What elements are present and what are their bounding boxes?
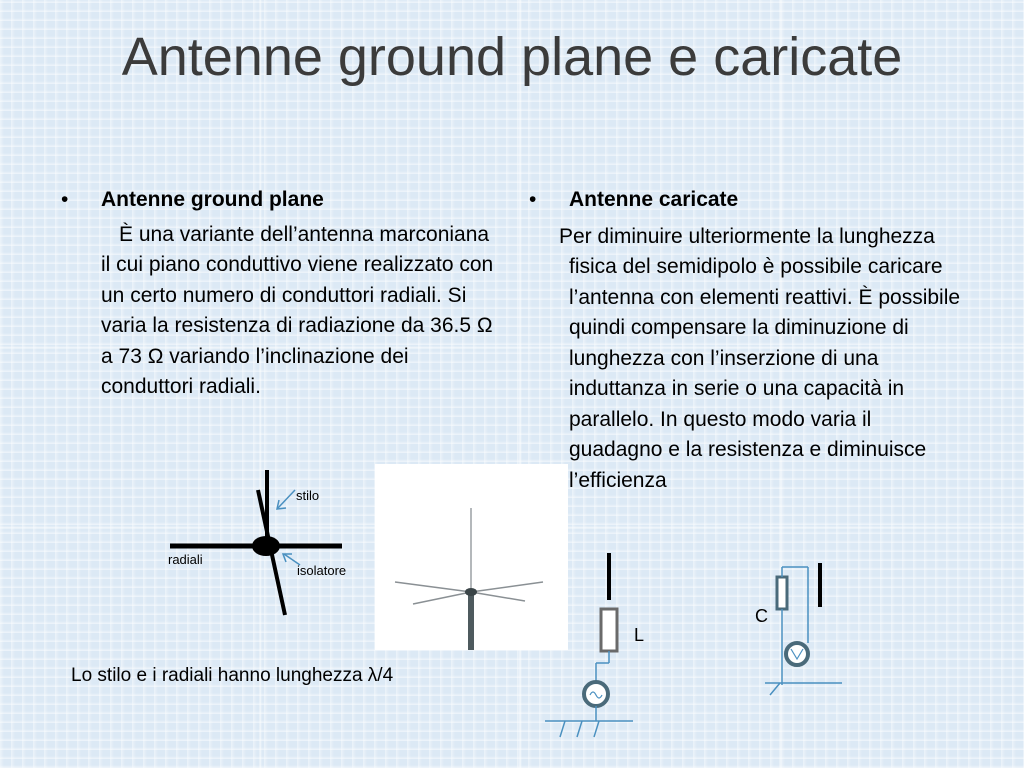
bullet-icon: • xyxy=(61,188,69,211)
label-L: L xyxy=(634,625,645,645)
bullet-icon: • xyxy=(529,188,537,211)
left-heading-text: Antenne ground plane xyxy=(101,188,324,211)
loaded-antenna-diagrams xyxy=(540,545,860,745)
ground-plane-diagram xyxy=(160,460,380,630)
right-heading-text: Antenne caricate xyxy=(569,188,739,211)
left-bullet-heading xyxy=(61,185,521,216)
left-caption: Lo stilo e i radiali hanno lunghezza λ/4 xyxy=(71,665,394,686)
slide-title: Antenne ground plane e caricate xyxy=(121,27,903,87)
inductor-L-shape xyxy=(601,609,617,651)
left-paragraph: È una variante dell’antenna marconiana il cui piano conduttivo viene realizzato con un certo numero di conduttori radiali. Si varia la resistenza di radiazione da 36.5 Ω a 73 Ω variando l’inclinazione dei conduttori radiali. xyxy=(101,222,494,398)
capacitor-C-shape xyxy=(777,577,787,609)
right-column xyxy=(529,185,989,496)
label-radiali: radiali xyxy=(168,552,203,567)
isolatore-shape xyxy=(252,536,280,556)
stilo-arrow xyxy=(278,490,295,508)
label-isolatore: isolatore xyxy=(297,563,347,578)
right-paragraph: Per diminuire ulteriormente la lunghezza fisica del semidipolo è possibile caricare l’antenna con elementi reattivi. È possibile quindi compensare la diminuzione di lunghezza con l’inserzione di una induttanza in serie o una capacità in parallelo. In questo modo varia il guadagno e la resistenza e diminuisce l’efficienza xyxy=(559,224,961,492)
right-bullet-heading xyxy=(529,185,989,216)
left-column xyxy=(61,185,521,403)
label-stilo: stilo xyxy=(296,488,320,503)
label-C: C xyxy=(755,606,768,626)
generator-symbol-2 xyxy=(786,643,808,665)
